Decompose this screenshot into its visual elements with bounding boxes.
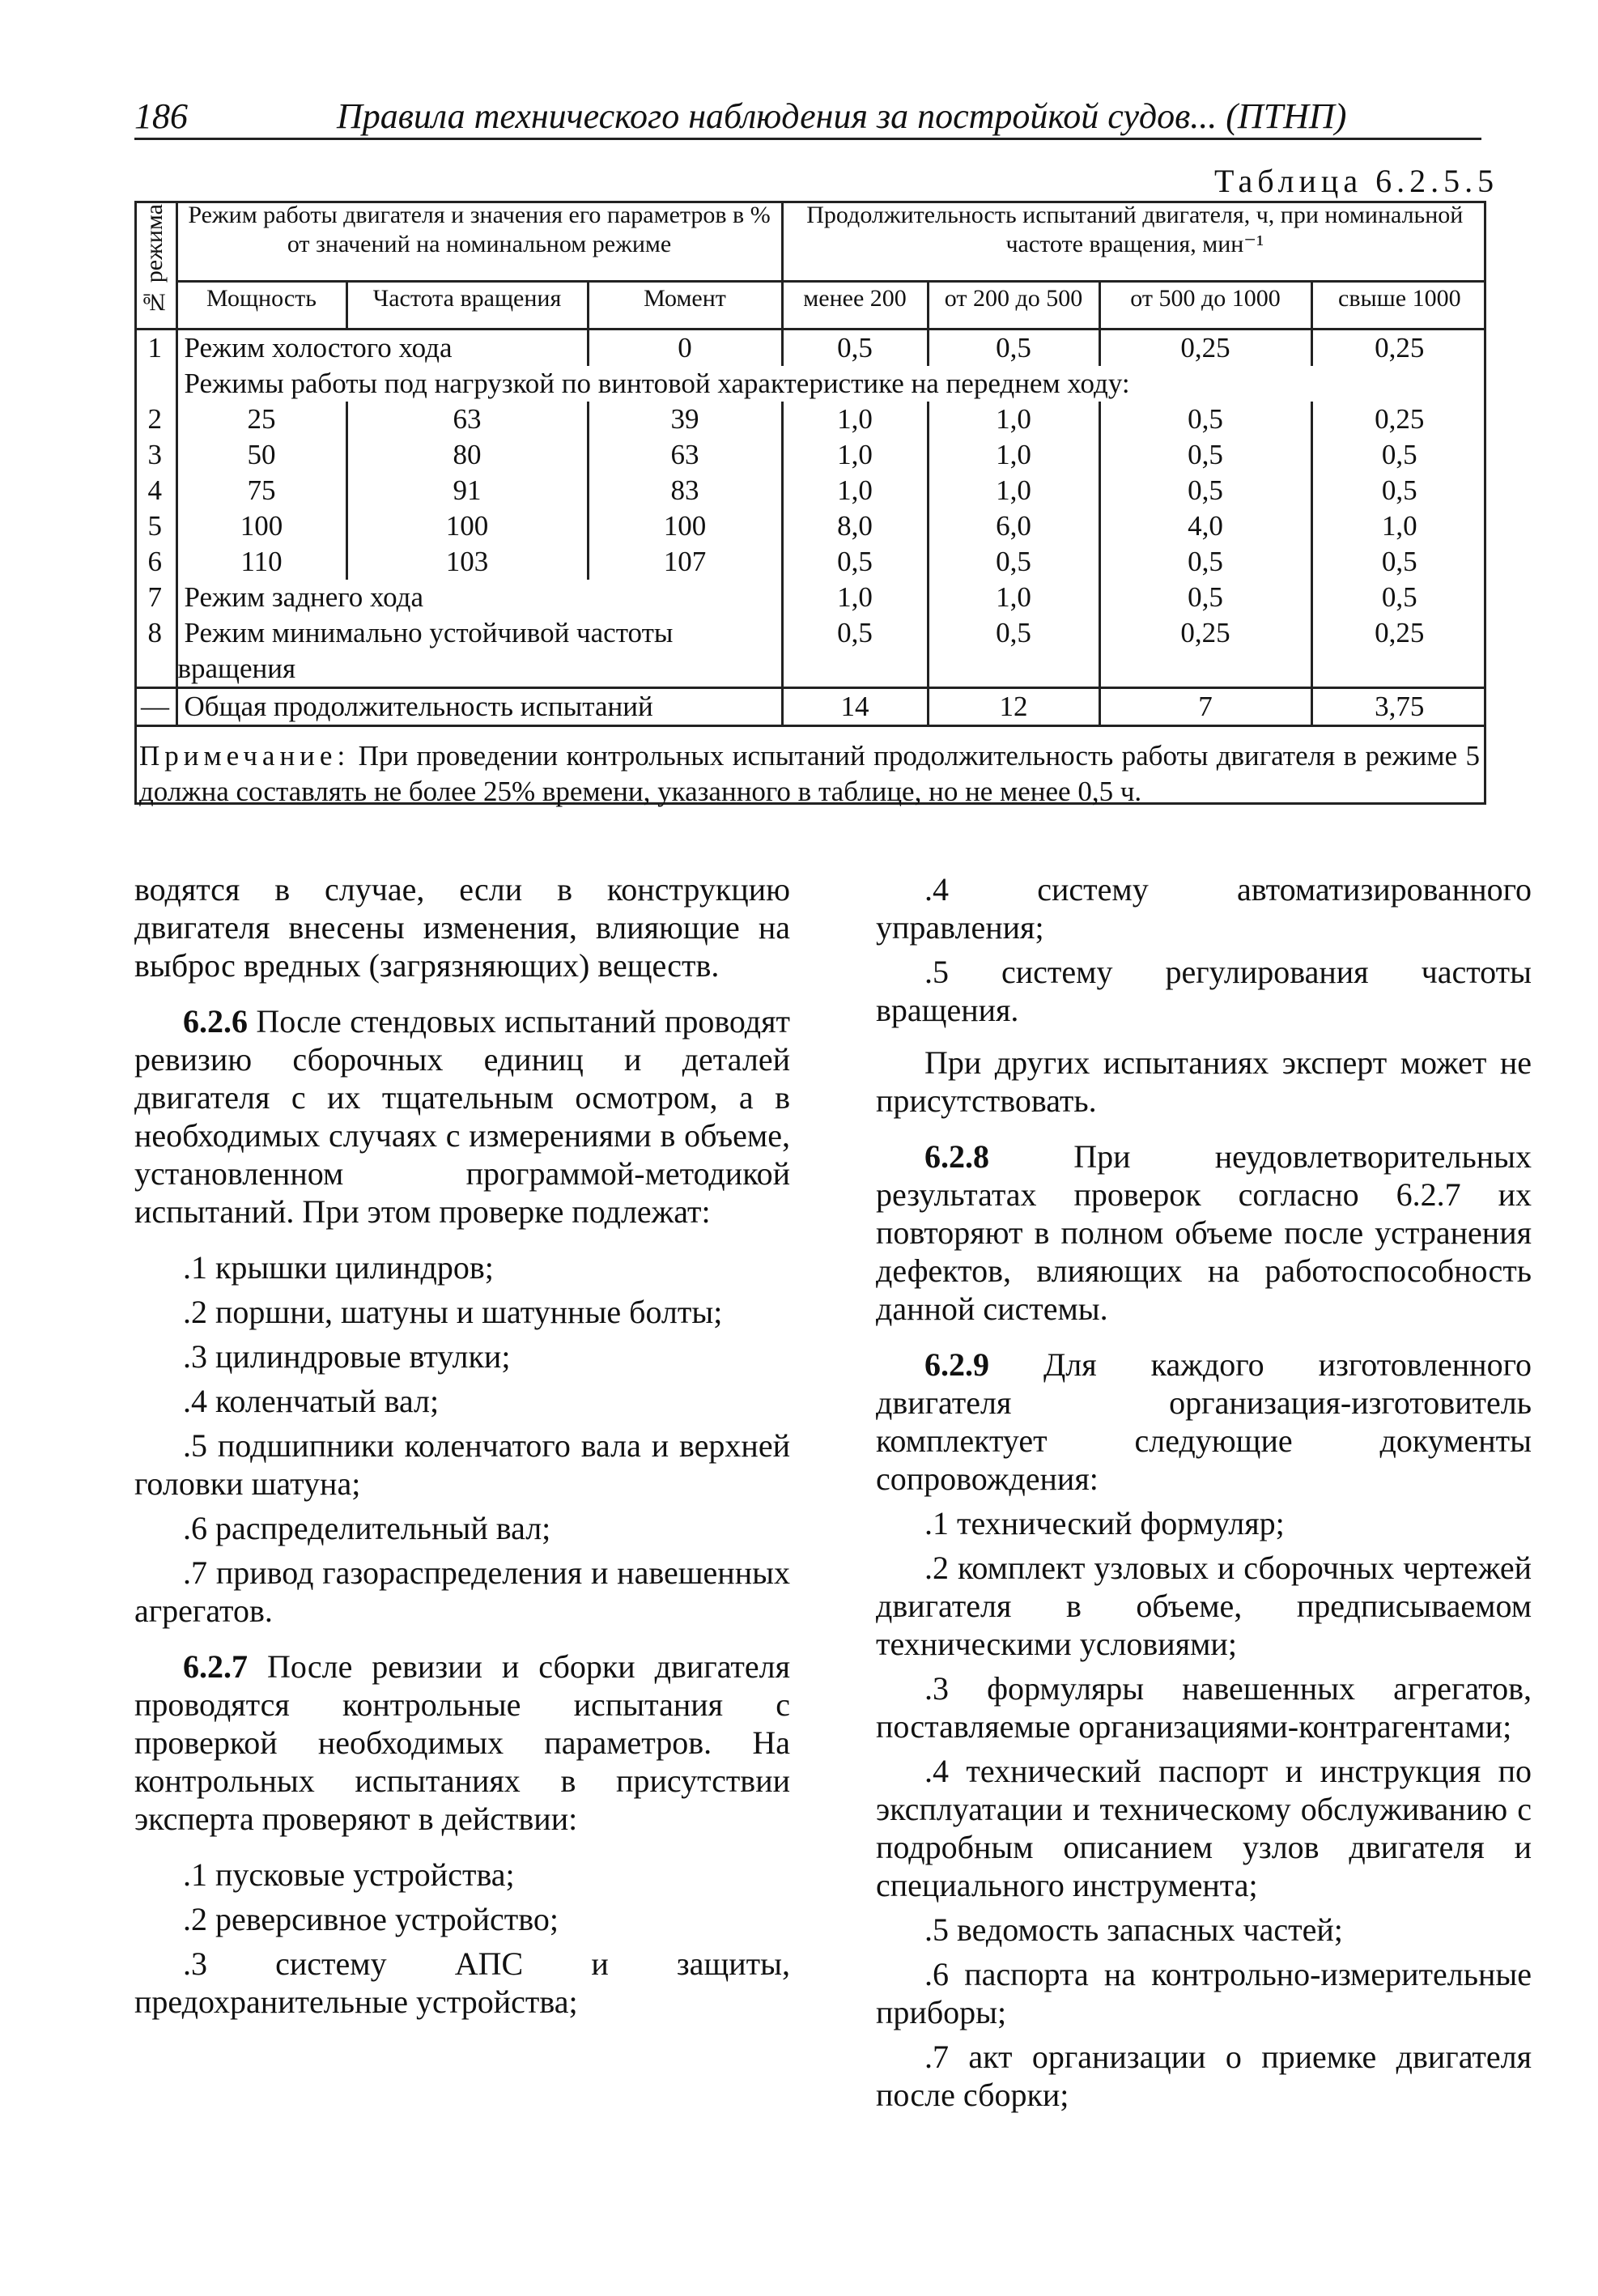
table-row [134, 544, 1486, 580]
total-cell: 3,75 [1311, 687, 1486, 725]
list-item [134, 1945, 790, 2021]
torque-cell: 63 [588, 437, 782, 473]
duration-cell: 1,0 [1311, 508, 1486, 544]
duration-cell: 0,5 [928, 329, 1099, 366]
left-column [134, 870, 790, 2027]
total-cell: 7 [1099, 687, 1311, 725]
list-item [876, 870, 1532, 946]
total-cell: 14 [782, 687, 928, 725]
mode-label-line: вращения [177, 652, 296, 684]
rpm-header: Частота вращения [346, 282, 588, 329]
item-number: .3 [183, 1945, 207, 1982]
duration-cell: 0,5 [782, 329, 928, 366]
duration-cell: 0,5 [928, 615, 1099, 688]
duration-col-4-header: свыше 1000 [1311, 282, 1486, 329]
duration-col-2-header: от 200 до 500 [928, 282, 1099, 329]
duration-cell: 1,0 [782, 402, 928, 437]
duration-cell: 1,0 [928, 437, 1099, 473]
duration-cell: 0,5 [928, 544, 1099, 580]
item-text: паспорта на контрольно-измерительные приборы; [876, 1956, 1532, 2030]
total-row [134, 687, 1486, 725]
item-text: систему автоматизированного управления; [876, 871, 1532, 946]
table-row [134, 508, 1486, 544]
mode-number-header: № режима [141, 204, 168, 316]
item-number: .5 [924, 954, 949, 990]
duration-cell: 1,0 [928, 402, 1099, 437]
item-number: .1 [924, 1505, 949, 1541]
duration-cell: 4,0 [1099, 508, 1311, 544]
rpm-cell: 103 [346, 544, 588, 580]
note-text: При проведении контрольных испытаний продолжительность работы двигателя в режиме 5 должна составлять не более 25% времени, указанного в таблице, но не менее 0,5 ч. [139, 740, 1480, 807]
rpm-cell: 63 [346, 402, 588, 437]
item-number: .4 [924, 1753, 949, 1789]
power-cell: 100 [176, 508, 346, 544]
running-title: Правила технического наблюдения за постройкой судов... (ПТНП) [337, 96, 1347, 136]
power-cell: 75 [176, 473, 346, 508]
mode-number: 2 [147, 402, 162, 435]
table-row [134, 580, 1486, 615]
duration-cell: 0,5 [1311, 473, 1486, 508]
test-duration-table [134, 201, 1486, 727]
table-row [134, 402, 1486, 437]
item-text: комплект узловых и сборочных чертежей двигателя в объеме, предписываемом техническими условиями; [876, 1550, 1532, 1662]
mode-number: 1 [147, 331, 162, 364]
list-item [876, 1549, 1532, 1663]
item-number: .4 [924, 871, 949, 908]
page-header [134, 91, 1481, 140]
item-number: .4 [183, 1383, 207, 1419]
power-cell: 50 [176, 437, 346, 473]
table-subheader-row [134, 282, 1486, 329]
item-number: .5 [183, 1427, 207, 1464]
item-number: .6 [183, 1510, 207, 1546]
engine-mode-header: Режим работы двигателя и значения его параметров в % от значений на номинальном режиме [176, 201, 782, 282]
table-header-row [134, 201, 1486, 282]
table-row [134, 473, 1486, 508]
clause-text: Для каждого изготовленного двигателя организация-изготовитель комплектует следующие документы сопровождения: [876, 1346, 1532, 1497]
clause-6-2-6 [134, 1002, 790, 1231]
item-number: .7 [183, 1554, 207, 1591]
duration-col-1-header: менее 200 [782, 282, 928, 329]
item-text: поршни, шатуны и шатунные болты; [215, 1294, 723, 1330]
power-header: Мощность [176, 282, 346, 329]
item-number: .7 [924, 2039, 949, 2075]
list-item [876, 1955, 1532, 2031]
item-text: привод газораспределения и навешенных агрегатов. [134, 1554, 790, 1629]
mode-number: 3 [147, 438, 162, 470]
clause-number: 6.2.7 [183, 1648, 248, 1685]
item-number: .1 [183, 1249, 207, 1286]
item-text: подшипники коленчатого вала и верхней головки шатуна; [134, 1427, 790, 1502]
list-item [876, 1504, 1532, 1542]
item-text: крышки цилиндров; [215, 1249, 494, 1286]
torque-cell: 107 [588, 544, 782, 580]
list-item [134, 1509, 790, 1547]
item-text: реверсивное устройство; [215, 1901, 559, 1937]
mode-label: Режим заднего хода [176, 580, 782, 615]
list-item [876, 1669, 1532, 1745]
clause-6-2-9 [876, 1346, 1532, 1498]
mode-label [176, 615, 782, 688]
duration-cell: 0,25 [1311, 329, 1486, 366]
duration-cell: 1,0 [782, 580, 928, 615]
duration-cell: 0,25 [1311, 615, 1486, 688]
item-text: систему регулирования частоты вращения. [876, 954, 1532, 1028]
list-item [876, 2038, 1532, 2114]
table-note [139, 738, 1480, 810]
item-number: .2 [924, 1550, 949, 1586]
total-cell: 12 [928, 687, 1099, 725]
duration-cell: 0,5 [1311, 437, 1486, 473]
item-text: технический паспорт и инструкция по эксплуатации и техническому обслуживанию с подробным описанием узлов двигателя и специального инструмента; [876, 1753, 1532, 1903]
list-item [134, 1426, 790, 1503]
item-number: .2 [183, 1901, 207, 1937]
clause-6-2-8 [876, 1137, 1532, 1328]
mode-number: 4 [147, 474, 162, 506]
torque-cell: 83 [588, 473, 782, 508]
list-item [134, 1248, 790, 1286]
table-row [134, 329, 1486, 366]
duration-cell: 0,5 [1099, 473, 1311, 508]
mode-label-line: Режим минимально устойчивой частоты [184, 616, 674, 648]
duration-cell: 0,5 [1099, 580, 1311, 615]
torque-header: Момент [588, 282, 782, 329]
list-item [134, 1856, 790, 1894]
duration-cell: 0,5 [1311, 580, 1486, 615]
paragraph: При других испытаниях эксперт может не присутствовать. [876, 1044, 1532, 1119]
list-item [876, 953, 1532, 1029]
table-row [134, 437, 1486, 473]
item-text: систему АПС и защиты, предохранительные устройства; [134, 1945, 790, 2020]
duration-cell: 0,25 [1099, 329, 1311, 366]
duration-col-3-header: от 500 до 1000 [1099, 282, 1311, 329]
clause-6-2-7 [134, 1648, 790, 1838]
table-row [134, 615, 1486, 688]
mode-number: — [141, 690, 169, 722]
clause-text: При неудовлетворительных результатах проверок согласно 6.2.7 их повторяют в полном объеме после устранения дефектов, влияющих на работоспособность данной системы. [876, 1138, 1532, 1327]
item-number: .6 [924, 1956, 949, 1992]
power-cell: 25 [176, 402, 346, 437]
clause-number: 6.2.9 [924, 1346, 989, 1383]
duration-cell: 1,0 [782, 473, 928, 508]
mode-number: 7 [147, 580, 162, 613]
list-item [134, 1382, 790, 1420]
duration-cell: 8,0 [782, 508, 928, 544]
right-column [876, 870, 1532, 2120]
duration-cell: 0,5 [1099, 402, 1311, 437]
item-text: цилиндровые втулки; [215, 1338, 511, 1375]
torque-cell: 39 [588, 402, 782, 437]
rpm-cell: 100 [346, 508, 588, 544]
list-item [134, 1900, 790, 1938]
list-item [134, 1554, 790, 1630]
paragraph: водятся в случае, если в конструкцию двигателя внесены изменения, влияющие на выброс вредных (загрязняющих) веществ. [134, 871, 790, 984]
duration-cell: 1,0 [928, 473, 1099, 508]
section-row [134, 366, 1486, 402]
total-label: Общая продолжительность испытаний [176, 687, 782, 725]
item-number: .2 [183, 1294, 207, 1330]
mode-number: 5 [147, 509, 162, 542]
item-text: распределительный вал; [215, 1510, 551, 1546]
item-text: формуляры навешенных агрегатов, поставляемые организациями-контрагентами; [876, 1670, 1532, 1745]
duration-cell: 0,25 [1311, 402, 1486, 437]
item-text: акт организации о приемке двигателя после сборки; [876, 2039, 1532, 2113]
duration-cell: 0,5 [1311, 544, 1486, 580]
duration-cell: 1,0 [928, 580, 1099, 615]
mode-number: 6 [147, 545, 162, 577]
duration-cell: 0,5 [1099, 544, 1311, 580]
list-item [134, 1293, 790, 1331]
list-item [134, 1337, 790, 1375]
rpm-cell: 80 [346, 437, 588, 473]
item-number: .3 [924, 1670, 949, 1707]
item-text: ведомость запасных частей; [957, 1911, 1343, 1948]
duration-header: Продолжительность испытаний двигателя, ч, при номинальной частоте вращения, мин⁻¹ [782, 201, 1486, 282]
clause-text: После ревизии и сборки двигателя проводятся контрольные испытания с проверкой необходимых параметров. На контрольных испытаниях в присутствии эксперта проверяют в действии: [134, 1648, 791, 1837]
item-text: коленчатый вал; [215, 1383, 440, 1419]
clause-text: После стендовых испытаний проводят ревизию сборочных единиц и деталей двигателя с их тщательным осмотром, а в необходимых случаях с измерениями в объеме, установленном программой-методикой испытаний. При этом проверке подлежат: [134, 1003, 791, 1230]
item-number: .1 [183, 1856, 207, 1893]
clause-number: 6.2.8 [924, 1138, 989, 1175]
duration-cell: 0,25 [1099, 615, 1311, 688]
torque-cell: 0 [588, 329, 782, 366]
power-cell: 110 [176, 544, 346, 580]
duration-cell: 6,0 [928, 508, 1099, 544]
page-number: 186 [134, 96, 188, 136]
table-caption: Таблица 6.2.5.5 [1214, 163, 1499, 199]
mode-label: Режим холостого хода [176, 329, 588, 366]
mode-number: 8 [147, 616, 162, 648]
duration-cell: 0,5 [1099, 437, 1311, 473]
section-label: Режимы работы под нагрузкой по винтовой характеристике на переднем ходу: [176, 366, 1486, 402]
duration-cell: 0,5 [782, 615, 928, 688]
duration-cell: 1,0 [782, 437, 928, 473]
torque-cell: 100 [588, 508, 782, 544]
item-number: .3 [183, 1338, 207, 1375]
item-text: пусковые устройства; [215, 1856, 515, 1893]
item-number: .5 [924, 1911, 949, 1948]
item-text: технический формуляр; [957, 1505, 1285, 1541]
list-item [876, 1911, 1532, 1949]
note-label: Примечание: [139, 740, 351, 772]
rpm-cell: 91 [346, 473, 588, 508]
duration-cell: 0,5 [782, 544, 928, 580]
clause-number: 6.2.6 [183, 1003, 248, 1040]
list-item [876, 1752, 1532, 1904]
